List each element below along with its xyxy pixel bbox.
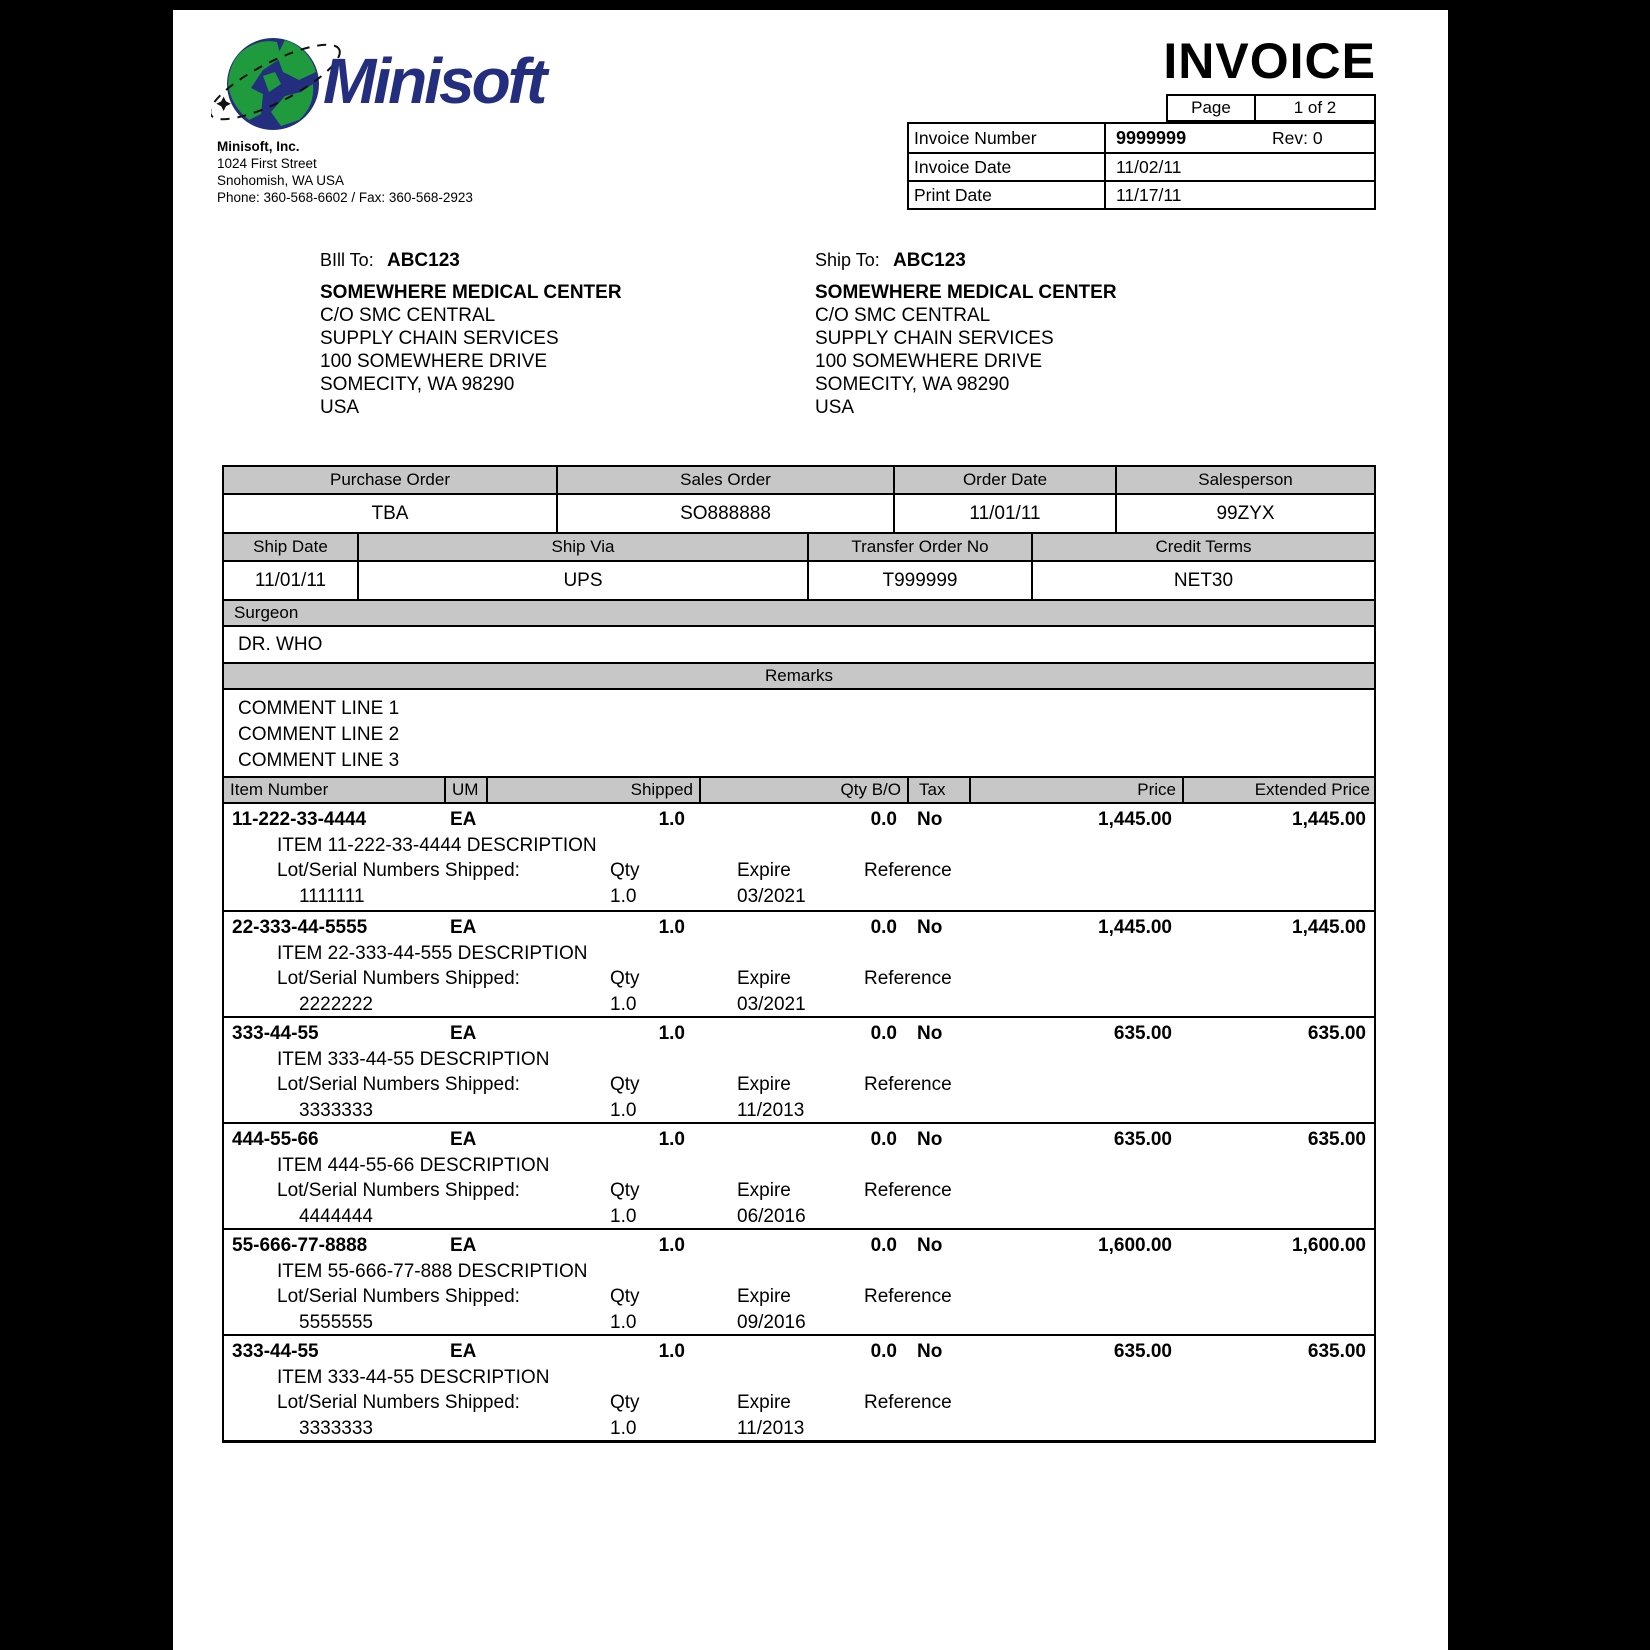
item-description: ITEM 333-44-55 DESCRIPTION bbox=[277, 1048, 550, 1070]
line-items-table bbox=[222, 776, 1376, 1443]
invoice-title: INVOICE bbox=[1163, 33, 1376, 89]
lot-reference-label: Reference bbox=[864, 1392, 952, 1413]
lot-expire-value: 11/2013 bbox=[737, 1417, 805, 1439]
invoice-page bbox=[173, 10, 1448, 1650]
ship-to-code: ABC123 bbox=[893, 250, 966, 271]
item-extended-price: 635.00 bbox=[1307, 1340, 1366, 1362]
item-description-line bbox=[224, 1153, 1374, 1179]
lot-serial-value-line bbox=[224, 1310, 1374, 1336]
remark-line: COMMENT LINE 1 bbox=[238, 698, 400, 719]
lot-serial-label: Lot/Serial Numbers Shipped: bbox=[277, 968, 520, 989]
lot-expire-value: 03/2021 bbox=[737, 885, 806, 907]
lot-serial-number: 1111111 bbox=[299, 885, 365, 907]
ship-to-line: SOMECITY, WA 98290 bbox=[815, 374, 1010, 395]
invoice-number-row bbox=[909, 124, 1374, 152]
order-value-row-2 bbox=[224, 560, 1374, 599]
ship-to-address bbox=[815, 281, 1117, 419]
lot-reference-label: Reference bbox=[864, 860, 952, 881]
transfer-order-header: Transfer Order No bbox=[807, 534, 1031, 560]
lot-serial-value-line bbox=[224, 1204, 1374, 1230]
lot-qty-label: Qty bbox=[610, 1392, 640, 1413]
ship-to-line: 100 SOMEWHERE DRIVE bbox=[815, 351, 1042, 372]
lot-qty-label: Qty bbox=[610, 1286, 640, 1307]
sales-order-value: SO888888 bbox=[556, 495, 893, 532]
item-price: 635.00 bbox=[1113, 1340, 1172, 1362]
item-main-line bbox=[224, 915, 1374, 941]
item-number: 11-222-33-4444 bbox=[232, 808, 367, 830]
line-item-row bbox=[224, 910, 1374, 1016]
item-shipped: 1.0 bbox=[658, 916, 685, 938]
item-tax: No bbox=[917, 808, 943, 830]
item-extended-price: 635.00 bbox=[1307, 1128, 1366, 1150]
company-address-block bbox=[217, 138, 473, 206]
invoice-date-value: 11/02/11 bbox=[1116, 156, 1182, 177]
lot-reference-label: Reference bbox=[864, 1180, 952, 1201]
lot-serial-number: 5555555 bbox=[299, 1311, 373, 1333]
lot-serial-header-line bbox=[224, 966, 1374, 992]
item-um: EA bbox=[450, 1340, 477, 1362]
item-tax: No bbox=[917, 1022, 943, 1044]
um-header: UM bbox=[444, 778, 486, 802]
price-header: Price bbox=[969, 778, 1182, 802]
company-name: Minisoft, Inc. bbox=[217, 139, 300, 154]
bill-to-line: C/O SMC CENTRAL bbox=[320, 305, 496, 326]
items-header-row bbox=[224, 778, 1374, 804]
item-number: 55-666-77-8888 bbox=[232, 1234, 368, 1256]
qty-bo-header: Qty B/O bbox=[699, 778, 907, 802]
purchase-order-value: TBA bbox=[224, 495, 556, 532]
lot-expire-label: Expire bbox=[737, 968, 791, 989]
ship-to-label: Ship To: bbox=[815, 250, 880, 270]
item-description-line bbox=[224, 1259, 1374, 1285]
invoice-date-row bbox=[909, 152, 1374, 180]
item-description: ITEM 444-55-66 DESCRIPTION bbox=[277, 1154, 550, 1176]
lot-serial-label: Lot/Serial Numbers Shipped: bbox=[277, 1392, 520, 1413]
extended-price-header: Extended Price bbox=[1182, 778, 1374, 802]
item-description: ITEM 11-222-33-4444 DESCRIPTION bbox=[277, 834, 597, 856]
bill-to-line: USA bbox=[320, 397, 360, 418]
surgeon-header: Surgeon bbox=[224, 599, 1374, 625]
lot-expire-value: 03/2021 bbox=[737, 993, 806, 1015]
lot-qty-value: 1.0 bbox=[610, 993, 637, 1015]
item-shipped: 1.0 bbox=[658, 1022, 685, 1044]
item-number: 22-333-44-5555 bbox=[232, 916, 368, 938]
bill-to-line: SOMECITY, WA 98290 bbox=[320, 374, 515, 395]
bill-to-code: ABC123 bbox=[386, 250, 460, 271]
line-item-row bbox=[224, 1228, 1374, 1334]
lot-expire-value: 09/2016 bbox=[737, 1311, 806, 1333]
ship-via-header: Ship Via bbox=[357, 534, 807, 560]
lot-reference-label: Reference bbox=[864, 968, 952, 989]
lot-serial-header-line bbox=[224, 1390, 1374, 1416]
lot-serial-value-line bbox=[224, 884, 1374, 910]
ship-to-block bbox=[815, 250, 1117, 419]
lot-serial-header-line bbox=[224, 1178, 1374, 1204]
item-description-line bbox=[224, 1047, 1374, 1073]
company-phone-fax: Phone: 360-568-6602 / Fax: 360-568-2923 bbox=[217, 190, 473, 205]
remarks-header: Remarks bbox=[224, 662, 1374, 688]
lot-serial-value-line bbox=[224, 1098, 1374, 1124]
item-extended-price: 1,600.00 bbox=[1292, 1234, 1366, 1256]
item-number-header: Item Number bbox=[230, 780, 329, 799]
item-main-line bbox=[224, 1127, 1374, 1153]
order-header-row-1 bbox=[224, 467, 1374, 493]
item-qty-bo: 0.0 bbox=[870, 1128, 897, 1150]
bill-to-block bbox=[320, 250, 622, 419]
item-um: EA bbox=[450, 1022, 477, 1044]
surgeon-value: DR. WHO bbox=[224, 625, 1374, 662]
lot-qty-value: 1.0 bbox=[610, 1205, 637, 1227]
bill-to-label: BIll To: bbox=[320, 250, 374, 270]
item-shipped: 1.0 bbox=[658, 1128, 685, 1150]
remark-line: COMMENT LINE 2 bbox=[238, 724, 400, 745]
item-um: EA bbox=[450, 1128, 477, 1150]
lot-qty-value: 1.0 bbox=[610, 885, 637, 907]
sales-order-header: Sales Order bbox=[556, 467, 893, 493]
invoice-number-label: Invoice Number bbox=[909, 124, 1106, 152]
item-shipped: 1.0 bbox=[658, 1234, 685, 1256]
bill-to-address bbox=[320, 281, 622, 419]
item-um: EA bbox=[450, 916, 477, 938]
lot-expire-label: Expire bbox=[737, 1074, 791, 1095]
order-date-value: 11/01/11 bbox=[893, 495, 1115, 532]
item-um: EA bbox=[450, 1234, 477, 1256]
salesperson-value: 99ZYX bbox=[1115, 495, 1374, 532]
company-city: Snohomish, WA USA bbox=[217, 173, 345, 188]
item-number: 333-44-55 bbox=[232, 1022, 319, 1044]
item-qty-bo: 0.0 bbox=[870, 1022, 897, 1044]
lot-serial-header-line bbox=[224, 1072, 1374, 1098]
lot-expire-value: 06/2016 bbox=[737, 1205, 806, 1227]
item-um: EA bbox=[450, 808, 477, 830]
lot-serial-value-line bbox=[224, 1416, 1374, 1442]
item-price: 635.00 bbox=[1113, 1128, 1172, 1150]
item-price: 635.00 bbox=[1113, 1022, 1172, 1044]
brand-wordmark: Minisoft bbox=[323, 45, 545, 117]
remark-line: COMMENT LINE 3 bbox=[238, 750, 400, 771]
lot-expire-label: Expire bbox=[737, 860, 791, 881]
invoice-info-table bbox=[907, 122, 1376, 210]
page-number-box bbox=[1166, 94, 1376, 122]
lot-serial-number: 2222222 bbox=[299, 993, 373, 1015]
item-description-line bbox=[224, 833, 1374, 859]
ship-date-value: 11/01/11 bbox=[224, 562, 357, 599]
bill-to-line: 100 SOMEWHERE DRIVE bbox=[320, 351, 547, 372]
lot-serial-number: 3333333 bbox=[299, 1417, 373, 1439]
item-qty-bo: 0.0 bbox=[870, 916, 897, 938]
lot-qty-label: Qty bbox=[610, 860, 640, 881]
lot-serial-value-line bbox=[224, 992, 1374, 1018]
item-description: ITEM 333-44-55 DESCRIPTION bbox=[277, 1366, 550, 1388]
lot-serial-label: Lot/Serial Numbers Shipped: bbox=[277, 860, 520, 881]
item-description-line bbox=[224, 941, 1374, 967]
lot-serial-number: 3333333 bbox=[299, 1099, 373, 1121]
lot-expire-label: Expire bbox=[737, 1392, 791, 1413]
revision: Rev: 0 bbox=[1272, 127, 1323, 148]
print-date-value: 11/17/11 bbox=[1116, 184, 1182, 205]
ship-to-line: SUPPLY CHAIN SERVICES bbox=[815, 328, 1054, 349]
item-extended-price: 1,445.00 bbox=[1292, 808, 1366, 830]
item-price: 1,600.00 bbox=[1098, 1234, 1172, 1256]
shipped-header: Shipped bbox=[486, 778, 699, 802]
lot-expire-value: 11/2013 bbox=[737, 1099, 805, 1121]
item-extended-price: 1,445.00 bbox=[1292, 916, 1366, 938]
lot-serial-header-line bbox=[224, 1284, 1374, 1310]
purchase-order-header: Purchase Order bbox=[224, 467, 556, 493]
item-shipped: 1.0 bbox=[658, 808, 685, 830]
lot-qty-label: Qty bbox=[610, 1180, 640, 1201]
order-info-table bbox=[222, 465, 1376, 784]
invoice-number-value bbox=[1106, 124, 1374, 152]
item-tax: No bbox=[917, 1128, 943, 1150]
item-main-line bbox=[224, 1021, 1374, 1047]
invoice-number: 9999999 bbox=[1116, 127, 1187, 148]
print-date-label: Print Date bbox=[909, 182, 1106, 208]
item-price: 1,445.00 bbox=[1098, 916, 1172, 938]
lot-qty-label: Qty bbox=[610, 968, 640, 989]
item-shipped: 1.0 bbox=[658, 1340, 685, 1362]
item-description-line bbox=[224, 1365, 1374, 1391]
item-tax: No bbox=[917, 1340, 943, 1362]
line-item-row bbox=[224, 1122, 1374, 1228]
lot-expire-label: Expire bbox=[737, 1180, 791, 1201]
ship-via-value: UPS bbox=[357, 562, 807, 599]
salesperson-header: Salesperson bbox=[1115, 467, 1374, 493]
lot-qty-value: 1.0 bbox=[610, 1099, 637, 1121]
lot-expire-label: Expire bbox=[737, 1286, 791, 1307]
lot-reference-label: Reference bbox=[864, 1286, 952, 1307]
line-item-row bbox=[224, 1016, 1374, 1122]
item-main-line bbox=[224, 807, 1374, 833]
invoice-date-label: Invoice Date bbox=[909, 154, 1106, 180]
bill-to-line: SOMEWHERE MEDICAL CENTER bbox=[320, 282, 622, 303]
lot-serial-label: Lot/Serial Numbers Shipped: bbox=[277, 1074, 520, 1095]
bill-to-line: SUPPLY CHAIN SERVICES bbox=[320, 328, 559, 349]
item-qty-bo: 0.0 bbox=[870, 808, 897, 830]
lot-serial-label: Lot/Serial Numbers Shipped: bbox=[277, 1180, 520, 1201]
company-street: 1024 First Street bbox=[217, 156, 317, 171]
item-rows-container bbox=[224, 804, 1374, 1440]
lot-qty-value: 1.0 bbox=[610, 1417, 637, 1439]
line-item-row bbox=[224, 804, 1374, 910]
page-label: Page bbox=[1168, 96, 1256, 120]
lot-serial-header-line bbox=[224, 858, 1374, 884]
item-qty-bo: 0.0 bbox=[870, 1234, 897, 1256]
ship-to-line: C/O SMC CENTRAL bbox=[815, 305, 991, 326]
order-value-row-1 bbox=[224, 493, 1374, 532]
item-description: ITEM 55-666-77-888 DESCRIPTION bbox=[277, 1260, 588, 1282]
lot-serial-number: 4444444 bbox=[299, 1205, 373, 1227]
credit-terms-header: Credit Terms bbox=[1031, 534, 1374, 560]
line-item-row bbox=[224, 1334, 1374, 1440]
remarks-block bbox=[224, 688, 1374, 782]
credit-terms-value: NET30 bbox=[1031, 562, 1374, 599]
tax-header: Tax bbox=[907, 778, 969, 802]
item-price: 1,445.00 bbox=[1098, 808, 1172, 830]
globe-logo-icon bbox=[211, 32, 341, 142]
order-header-row-2 bbox=[224, 532, 1374, 560]
ship-to-line: SOMEWHERE MEDICAL CENTER bbox=[815, 282, 1117, 303]
ship-to-line: USA bbox=[815, 397, 855, 418]
lot-serial-label: Lot/Serial Numbers Shipped: bbox=[277, 1286, 520, 1307]
item-main-line bbox=[224, 1339, 1374, 1365]
item-qty-bo: 0.0 bbox=[870, 1340, 897, 1362]
ship-date-header: Ship Date bbox=[224, 534, 357, 560]
lot-qty-label: Qty bbox=[610, 1074, 640, 1095]
lot-qty-value: 1.0 bbox=[610, 1311, 637, 1333]
order-date-header: Order Date bbox=[893, 467, 1115, 493]
item-description: ITEM 22-333-44-555 DESCRIPTION bbox=[277, 942, 588, 964]
item-tax: No bbox=[917, 916, 943, 938]
page-value: 1 of 2 bbox=[1293, 98, 1337, 117]
transfer-order-value: T999999 bbox=[807, 562, 1031, 599]
lot-reference-label: Reference bbox=[864, 1074, 952, 1095]
item-number: 444-55-66 bbox=[232, 1128, 319, 1150]
item-number: 333-44-55 bbox=[232, 1340, 319, 1362]
print-date-row bbox=[909, 180, 1374, 208]
item-extended-price: 635.00 bbox=[1307, 1022, 1366, 1044]
item-tax: No bbox=[917, 1234, 943, 1256]
item-main-line bbox=[224, 1233, 1374, 1259]
